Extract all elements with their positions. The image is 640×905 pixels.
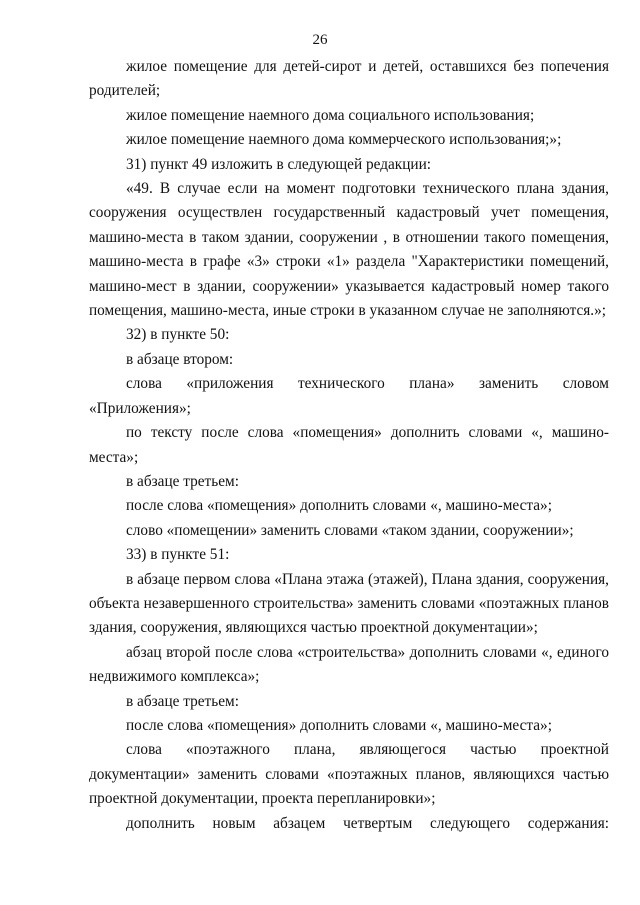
- paragraph: абзац второй после слова «строительства» дополнить словами «, единого недвижимого комплекса»;: [89, 643, 609, 686]
- paragraph: 32) в пункте 50:: [126, 326, 230, 344]
- page-number: 26: [312, 32, 328, 48]
- paragraph: слово «помещении» заменить словами «таком здании, сооружении»;: [126, 521, 574, 539]
- paragraph: слова «поэтажного плана, являющегося частью проектной документации» заменить словами «поэтажных планов, являющихся частью проектной документации, проекта перепланировки»;: [89, 741, 609, 808]
- paragraph: в абзаце третьем:: [126, 472, 239, 490]
- paragraph: 33) в пункте 51:: [126, 546, 230, 564]
- paragraph: в абзаце третьем:: [126, 692, 239, 710]
- paragraph: слова «приложения технического плана» заменить словом «Приложения»;: [89, 375, 609, 417]
- document-body: [89, 55, 609, 836]
- paragraph: в абзаце первом слова «Плана этажа (этажей), Плана здания, сооружения, объекта незавершенного строительства» заменить словами «поэтажных планов здания, сооружения, являющихся частью проектной документации»;: [89, 570, 609, 637]
- paragraph: после слова «помещения» дополнить словами «, машино-места»;: [126, 497, 552, 515]
- paragraph: жилое помещение наемного дома коммерческого использования;»;: [126, 131, 562, 149]
- paragraph: по тексту после слова «помещения» дополнить словами «, машино-места»;: [89, 424, 609, 466]
- paragraph: после слова «помещения» дополнить словами «, машино-места»;: [126, 716, 552, 734]
- paragraph: 31) пункт 49 изложить в следующей редакции:: [126, 155, 432, 173]
- paragraph: дополнить новым абзацем четвертым следующего содержания:: [126, 814, 609, 832]
- paragraph: жилое помещение наемного дома социального использования;: [126, 106, 535, 124]
- paragraph: «49. В случае если на момент подготовки технического плана здания, сооружения осуществлен государственный кадастровый учет помещения, машино-места в таком здании, сооружении , в отношении такого помещения, машино-места в графе «3» строки «1» раздела "Характеристики помещений, машино-мест в здании, сооружении» указывается кадастровый номер такого помещения, машино-места, иные строки в указанном случае не заполняются.»;: [89, 180, 609, 320]
- paragraph: в абзаце втором:: [126, 350, 234, 368]
- paragraph: жилое помещение для детей-сирот и детей, оставшихся без попечения родителей;: [89, 58, 609, 100]
